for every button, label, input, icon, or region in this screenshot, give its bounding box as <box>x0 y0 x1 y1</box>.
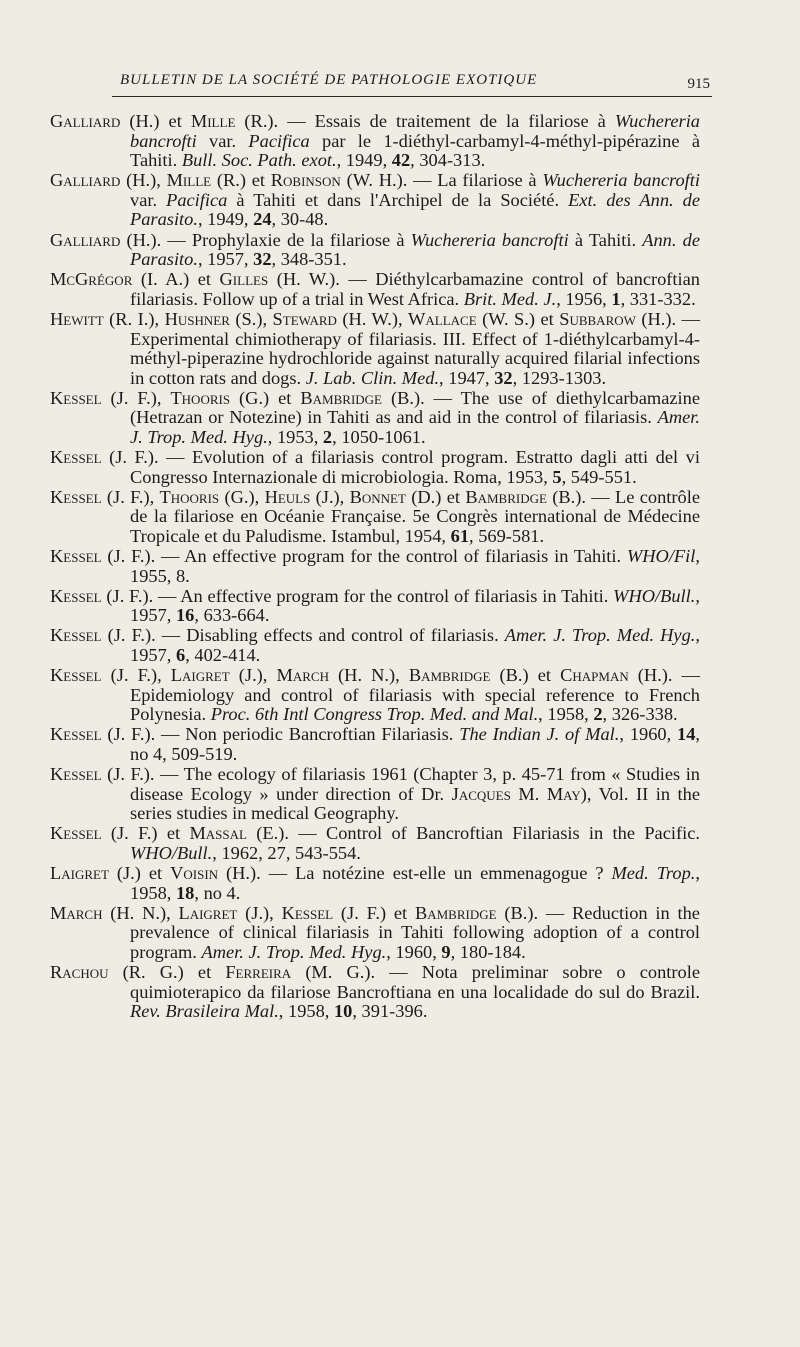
author-name: Wallace <box>408 308 477 329</box>
reference-text: (I. A.) et <box>132 269 220 290</box>
journal-title: Pacifica <box>248 130 310 151</box>
author-name: Bambridge <box>414 902 497 923</box>
author-name: Voisin <box>170 863 219 884</box>
journal-title: Ext. des Ann. de Parasito. <box>130 189 700 230</box>
author-name: Thooris <box>159 486 220 507</box>
author-name: May <box>546 783 581 804</box>
author-name: Galliard <box>50 229 121 250</box>
reference-text: , 326-338. <box>602 704 678 725</box>
journal-title: Amer. J. Trop. Med. Hyg. <box>504 625 696 646</box>
reference-entry <box>50 389 700 448</box>
reference-text: (R.) et <box>211 170 271 191</box>
reference-text: , 633-664. <box>194 605 270 626</box>
reference-entry <box>50 765 700 824</box>
journal-title: Pacifica <box>166 189 228 210</box>
reference-entry <box>50 310 700 388</box>
author-name: Thooris <box>170 387 231 408</box>
running-head: BULLETIN DE LA SOCIÉTÉ DE PATHOLOGIE EXOTIQUE <box>120 72 538 88</box>
reference-text: , 304-313. <box>410 150 486 171</box>
reference-text: , 1957, <box>130 585 700 626</box>
journal-title: WHO/Bull. <box>130 842 213 863</box>
author-name: Kessel <box>50 486 102 507</box>
reference-text: , 331-332. <box>620 288 696 309</box>
journal-title: Ann. de Parasito. <box>130 229 700 270</box>
author-name: Robinson <box>270 170 341 191</box>
reference-text: (G.) et <box>230 387 301 408</box>
author-name: Subbarow <box>559 308 636 329</box>
author-name: Hewitt <box>50 308 104 329</box>
reference-text: (H. W.), <box>336 308 409 329</box>
author-name: Kessel <box>50 585 102 606</box>
reference-entry <box>50 626 700 665</box>
author-name: Rachou <box>50 962 109 983</box>
journal-title: Amer. J. Trop. Med. Hyg. <box>201 941 387 962</box>
reference-entry <box>50 488 700 547</box>
reference-entry <box>50 270 700 309</box>
reference-text: , 1050-1061. <box>332 427 426 447</box>
reference-text: (H. N.), <box>328 665 409 686</box>
reference-text: à Tahiti. <box>568 229 643 250</box>
journal-title: Proc. 6th Intl Congress Trop. Med. and Mal. <box>210 704 539 725</box>
reference-text: , 1957, <box>130 625 700 666</box>
volume-number: 2 <box>593 704 603 725</box>
reference-text: (J.), <box>310 486 350 507</box>
reference-text: (J. F.). — Disabling effects and control of filariasis. <box>101 625 505 646</box>
reference-text: , 348-351. <box>271 249 347 270</box>
reference-text: , 549-551. <box>561 466 637 487</box>
reference-entry <box>50 587 700 626</box>
reference-text: , 1960, <box>619 724 678 745</box>
reference-text: ), Vol. II in the series studies in medical Geography. <box>130 783 700 824</box>
reference-text: (R.). — Essais de traitement de la filariose à <box>235 111 615 131</box>
volume-number: 14 <box>677 724 696 745</box>
reference-text: (S.), <box>229 308 273 329</box>
reference-text: (H.), <box>120 170 167 191</box>
author-name: Steward <box>272 308 337 329</box>
author-name: Kessel <box>50 546 102 567</box>
reference-text: , 1953, <box>267 427 323 447</box>
journal-title: Wuchereria bancrofti <box>542 170 700 191</box>
reference-text: (J.) et <box>108 863 171 884</box>
volume-number: 16 <box>175 605 195 626</box>
author-name: Kessel <box>50 447 102 468</box>
reference-text: (R. I.), <box>103 308 165 329</box>
author-name: Massal <box>189 823 247 844</box>
reference-entry <box>50 547 700 586</box>
reference-text: , 1960, <box>386 941 442 962</box>
reference-text: (H. W.). — Diéthylcarbamazine control of bancroftian filariasis. Follow up of a trial in West Africa. <box>130 269 701 309</box>
reference-text: (B.). — Le contrôle de la filariose en Océanie Française. 5e Congrès international de Médecine Tropicale et du Paludisme. Istambul, 1954, <box>130 486 701 546</box>
author-name: Galliard <box>50 111 121 131</box>
reference-text: (R. G.) et <box>108 962 226 983</box>
reference-text: , 180-184. <box>450 941 526 962</box>
author-name: Bambridge <box>465 486 547 507</box>
author-name: Laigret <box>178 902 238 923</box>
reference-text: (B.). — Reduction in the prevalence of clinical filariasis in Tahiti following adoption of a control program. <box>130 902 700 962</box>
author-name: March <box>50 902 103 923</box>
volume-number: 5 <box>552 466 562 487</box>
author-name: Galliard <box>50 170 121 191</box>
reference-text: (E.). — Control of Bancroftian Filariasis in the Pacific. <box>246 823 700 844</box>
reference-entry <box>50 725 700 764</box>
author-name: Heuls <box>264 486 311 507</box>
volume-number: 18 <box>175 882 195 903</box>
author-name: Ferreira <box>225 962 292 983</box>
journal-title: Brit. Med. J. <box>463 288 557 309</box>
reference-text: , 1949, <box>197 209 254 230</box>
reference-text: , 391-396. <box>352 1001 428 1022</box>
reference-entry <box>50 864 700 903</box>
journal-title: Wuchereria bancrofti <box>410 229 569 250</box>
reference-text: , 30-48. <box>271 209 329 230</box>
reference-text: (J. F.), <box>101 387 171 408</box>
reference-text: (G.), <box>219 486 265 507</box>
reference-text: (J. F.). — An effective program for the control of filariasis in Tahiti. <box>101 546 627 567</box>
reference-text: , 1955, 8. <box>130 546 700 586</box>
reference-text: (J. F.). — Evolution of a filariasis control program. Estratto dagli atti del vi Congresso Internazionale di microbiologia. Roma, 1953, <box>101 447 700 487</box>
reference-text: (H.). — La notézine est-elle un emmenagogue ? <box>218 863 612 884</box>
author-name: Bambridge <box>300 387 382 408</box>
reference-text: , 1956, <box>556 288 612 309</box>
reference-text: (B.). — The use of diethylcarbamazine (Hetrazan or Notezine) in Tahiti as and aid in the control of filariasis. <box>130 387 700 428</box>
reference-text: (J. F.) et <box>101 823 190 844</box>
reference-text: , 1957, <box>197 249 254 270</box>
journal-title: Rev. Brasileira Mal. <box>130 1001 279 1022</box>
volume-number: 61 <box>450 525 470 546</box>
reference-text: (J. F.). — The ecology of filariasis 1961 (Chapter 3, p. 45-71 from « Studies in disease Ecology » under direction of Dr. <box>101 764 700 804</box>
reference-text: à Tahiti et dans l'Archipel de la Société. <box>227 189 569 210</box>
reference-text: , 1947, <box>439 367 495 388</box>
reference-entry <box>50 112 700 171</box>
reference-text: (W. H.). — La filariose à <box>340 170 543 191</box>
author-name: Kessel <box>50 665 102 686</box>
reference-text: (B.) et <box>490 665 561 686</box>
author-name: Chapman <box>560 665 629 686</box>
reference-text: (J. F.), <box>101 486 160 507</box>
reference-text: M. <box>510 783 547 804</box>
journal-title: WHO/Fil <box>626 546 696 567</box>
author-name: Kessel <box>281 902 334 923</box>
reference-text: var. <box>196 130 249 151</box>
reference-text: (J. F.). — Non periodic Bancroftian Filariasis. <box>101 724 460 745</box>
reference-text: (J. F.), <box>101 665 171 686</box>
author-name: Gilles <box>219 269 269 290</box>
reference-entry <box>50 231 700 270</box>
volume-number: 32 <box>253 249 272 270</box>
author-name: Kessel <box>50 823 102 844</box>
reference-text: , no 4, 509-519. <box>130 724 701 764</box>
author-name: Mille <box>190 111 236 131</box>
journal-title: J. Lab. Clin. Med. <box>305 367 440 388</box>
reference-entry <box>50 824 700 863</box>
reference-entry <box>50 904 700 963</box>
author-name: Bonnet <box>349 486 406 507</box>
volume-number: 6 <box>175 645 186 666</box>
author-name: Jacques <box>451 783 511 804</box>
reference-text: (H.) et <box>120 111 191 131</box>
author-name: Kessel <box>50 387 102 408</box>
reference-text: par le 1-diéthyl-carbamyl-4-méthyl-pipérazine à Tahiti. <box>130 130 700 171</box>
author-name: Mille <box>166 170 212 191</box>
journal-title: Amer. J. Trop. Med. Hyg. <box>130 407 700 447</box>
reference-text: , 402-414. <box>185 645 261 666</box>
reference-entry <box>50 171 700 230</box>
volume-number: 32 <box>494 367 513 388</box>
reference-text: (H.). — Prophylaxie de la filariose à <box>120 229 411 250</box>
reference-text: (J.), <box>237 902 282 923</box>
author-name: Laigret <box>170 665 230 686</box>
reference-text: (J. F.). — An effective program for the control of filariasis in Tahiti. <box>101 585 614 606</box>
reference-list <box>50 112 700 1022</box>
reference-text: (H.). — Epidemiology and control of filariasis with special reference to French Polynesia. <box>130 665 701 725</box>
reference-text: (W. S.) et <box>476 308 560 329</box>
reference-text: , 569-581. <box>469 525 545 546</box>
reference-text: (H.). — Experimental chimiotherapy of filariasis. III. Effect of 1-diéthylcarbamyl-4-méthyl-piperazine hydrochloride against naturally acquired filarial infections in cotton rats and dogs. <box>130 308 700 388</box>
author-name: Kessel <box>50 724 102 745</box>
author-name: Bambridge <box>408 665 491 686</box>
reference-entry <box>50 448 700 487</box>
reference-text: (J.), <box>229 665 277 686</box>
journal-title: Med. Trop. <box>611 863 696 884</box>
reference-text: , 1958, <box>130 863 700 903</box>
journal-title: Wuchereria bancrofti <box>130 111 700 151</box>
header-rule <box>112 96 712 97</box>
volume-number: 2 <box>322 427 333 447</box>
reference-entry <box>50 963 700 1022</box>
reference-text: (J. F.) et <box>333 902 415 923</box>
author-name: March <box>276 665 329 686</box>
journal-title: WHO/Bull. <box>613 585 696 606</box>
reference-text: , 1958, <box>278 1001 334 1022</box>
author-name: Kessel <box>50 625 102 646</box>
reference-text: , 1958, <box>538 704 594 725</box>
reference-text: var. <box>130 189 167 210</box>
journal-title: The Indian J. of Mal. <box>459 724 620 745</box>
author-name: Laigret <box>50 863 109 884</box>
page-number: 915 <box>687 76 710 92</box>
author-name: Hushner <box>164 308 230 329</box>
volume-number: 1 <box>611 288 621 309</box>
volume-number: 24 <box>253 209 272 230</box>
author-name: McGrégor <box>50 269 133 290</box>
reference-text: (H. N.), <box>102 902 179 923</box>
reference-text: , 1949, <box>336 150 392 171</box>
reference-text: (D.) et <box>405 486 466 507</box>
author-name: Kessel <box>50 764 102 785</box>
reference-text: , 1962, 27, 543-554. <box>212 842 361 863</box>
volume-number: 10 <box>333 1001 353 1022</box>
reference-text: (M. G.). — Nota preliminar sobre o controle quimioterapico da filariose Bancroftiana en una localidade do sul do Brazil. <box>130 962 700 1002</box>
volume-number: 9 <box>441 941 451 962</box>
reference-entry <box>50 666 700 725</box>
reference-text: , no 4. <box>194 882 241 903</box>
journal-title: Bull. Soc. Path. exot. <box>181 150 337 171</box>
reference-text: , 1293-1303. <box>512 367 607 388</box>
volume-number: 42 <box>391 150 411 171</box>
page-header <box>112 70 712 100</box>
